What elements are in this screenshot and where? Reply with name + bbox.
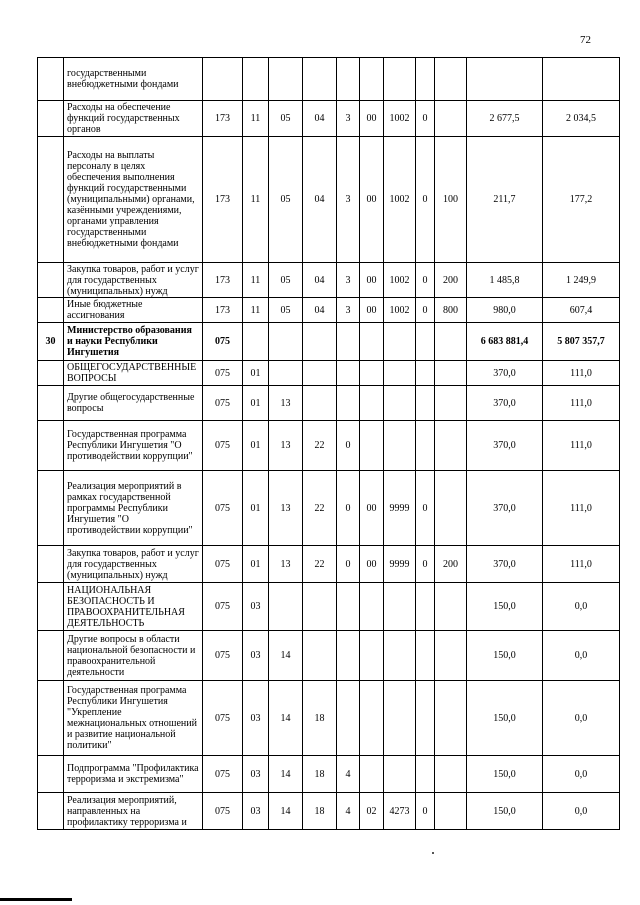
expense-type-code: 100 bbox=[435, 137, 467, 263]
program-code: 18 bbox=[303, 793, 337, 830]
direction-code bbox=[384, 583, 416, 631]
subprogram-code: 4 bbox=[337, 793, 360, 830]
event-code bbox=[360, 631, 384, 681]
extra-code bbox=[416, 421, 435, 471]
ved-code: 075 bbox=[203, 471, 243, 546]
row-name: Расходы на выплаты персоналу в целях обеспечения выполнения функций государственными (муниципальными) органами, казёнными учреждениями, органами управления государственными внебюджетными фондами bbox=[64, 137, 203, 263]
sum-year-1: 150,0 bbox=[467, 631, 543, 681]
event-code bbox=[360, 583, 384, 631]
event-code: 00 bbox=[360, 298, 384, 323]
sum-year-2: 111,0 bbox=[543, 546, 620, 583]
sum-year-1: 370,0 bbox=[467, 421, 543, 471]
subsection-code: 13 bbox=[269, 471, 303, 546]
event-code bbox=[360, 421, 384, 471]
table-row bbox=[38, 421, 620, 471]
ved-code: 173 bbox=[203, 263, 243, 298]
sum-year-2: 111,0 bbox=[543, 421, 620, 471]
extra-code bbox=[416, 323, 435, 361]
table-row bbox=[38, 323, 620, 361]
table-row bbox=[38, 546, 620, 583]
subsection-code: 14 bbox=[269, 793, 303, 830]
sum-year-1: 370,0 bbox=[467, 386, 543, 421]
ved-code: 075 bbox=[203, 361, 243, 386]
subprogram-code bbox=[337, 631, 360, 681]
event-code: 00 bbox=[360, 263, 384, 298]
program-code: 22 bbox=[303, 471, 337, 546]
expense-type-code bbox=[435, 421, 467, 471]
sum-year-2: 177,2 bbox=[543, 137, 620, 263]
budget-table bbox=[37, 57, 620, 830]
row-name: Государственная программа Республики Ингушетия "Укрепление межнациональных отношений и развитие национальной политики" bbox=[64, 681, 203, 756]
subsection-code: 14 bbox=[269, 631, 303, 681]
ved-code: 075 bbox=[203, 681, 243, 756]
event-code bbox=[360, 386, 384, 421]
expense-type-code bbox=[435, 631, 467, 681]
subprogram-code: 3 bbox=[337, 263, 360, 298]
sum-year-1 bbox=[467, 58, 543, 101]
section-code: 01 bbox=[243, 386, 269, 421]
subprogram-code: 3 bbox=[337, 298, 360, 323]
direction-code: 1002 bbox=[384, 101, 416, 137]
expense-type-code bbox=[435, 101, 467, 137]
direction-code: 9999 bbox=[384, 471, 416, 546]
subsection-code: 05 bbox=[269, 263, 303, 298]
subsection-code: 13 bbox=[269, 546, 303, 583]
extra-code bbox=[416, 361, 435, 386]
sum-year-2: 1 249,9 bbox=[543, 263, 620, 298]
row-number bbox=[38, 298, 64, 323]
direction-code bbox=[384, 58, 416, 101]
sum-year-2: 111,0 bbox=[543, 386, 620, 421]
subprogram-code: 3 bbox=[337, 101, 360, 137]
program-code bbox=[303, 361, 337, 386]
sum-year-2: 0,0 bbox=[543, 681, 620, 756]
program-code bbox=[303, 386, 337, 421]
subsection-code bbox=[269, 583, 303, 631]
subsection-code bbox=[269, 323, 303, 361]
row-number: 30 bbox=[38, 323, 64, 361]
subsection-code: 05 bbox=[269, 137, 303, 263]
section-code: 03 bbox=[243, 681, 269, 756]
direction-code: 1002 bbox=[384, 137, 416, 263]
extra-code bbox=[416, 681, 435, 756]
direction-code bbox=[384, 756, 416, 793]
extra-code: 0 bbox=[416, 546, 435, 583]
program-code: 22 bbox=[303, 421, 337, 471]
direction-code bbox=[384, 386, 416, 421]
subsection-code: 05 bbox=[269, 101, 303, 137]
program-code: 04 bbox=[303, 298, 337, 323]
extra-code bbox=[416, 631, 435, 681]
subprogram-code bbox=[337, 58, 360, 101]
row-number bbox=[38, 386, 64, 421]
table-row bbox=[38, 58, 620, 101]
table-row bbox=[38, 101, 620, 137]
row-name: НАЦИОНАЛЬНАЯ БЕЗОПАСНОСТЬ И ПРАВООХРАНИТЕЛЬНАЯ ДЕЯТЕЛЬНОСТЬ bbox=[64, 583, 203, 631]
row-number bbox=[38, 361, 64, 386]
table-row bbox=[38, 471, 620, 546]
extra-code bbox=[416, 386, 435, 421]
subsection-code: 14 bbox=[269, 756, 303, 793]
row-name: Министерство образования и науки Республики Ингушетия bbox=[64, 323, 203, 361]
ved-code bbox=[203, 58, 243, 101]
ved-code: 075 bbox=[203, 793, 243, 830]
row-name: Реализация мероприятий, направленных на профилактику терроризма и bbox=[64, 793, 203, 830]
extra-code bbox=[416, 58, 435, 101]
sum-year-2: 0,0 bbox=[543, 631, 620, 681]
scan-dot bbox=[432, 852, 434, 854]
subprogram-code: 0 bbox=[337, 471, 360, 546]
row-number bbox=[38, 681, 64, 756]
subprogram-code bbox=[337, 681, 360, 756]
subsection-code: 13 bbox=[269, 386, 303, 421]
section-code bbox=[243, 323, 269, 361]
row-name: Реализация мероприятий в рамках государственной программы Республики Ингушетия "О противодействии коррупции" bbox=[64, 471, 203, 546]
ved-code: 173 bbox=[203, 101, 243, 137]
sum-year-1: 370,0 bbox=[467, 546, 543, 583]
expense-type-code bbox=[435, 323, 467, 361]
program-code bbox=[303, 631, 337, 681]
direction-code bbox=[384, 323, 416, 361]
subprogram-code bbox=[337, 583, 360, 631]
subprogram-code bbox=[337, 386, 360, 421]
expense-type-code bbox=[435, 756, 467, 793]
extra-code: 0 bbox=[416, 137, 435, 263]
subprogram-code: 0 bbox=[337, 421, 360, 471]
row-number bbox=[38, 583, 64, 631]
row-name: Закупка товаров, работ и услуг для государственных (муниципальных) нужд bbox=[64, 263, 203, 298]
extra-code: 0 bbox=[416, 101, 435, 137]
row-number bbox=[38, 793, 64, 830]
sum-year-2: 111,0 bbox=[543, 361, 620, 386]
ved-code: 075 bbox=[203, 323, 243, 361]
row-name: Закупка товаров, работ и услуг для государственных (муниципальных) нужд bbox=[64, 546, 203, 583]
section-code bbox=[243, 58, 269, 101]
direction-code: 4273 bbox=[384, 793, 416, 830]
direction-code: 9999 bbox=[384, 546, 416, 583]
row-number bbox=[38, 631, 64, 681]
expense-type-code bbox=[435, 386, 467, 421]
extra-code: 0 bbox=[416, 471, 435, 546]
section-code: 03 bbox=[243, 583, 269, 631]
sum-year-1: 150,0 bbox=[467, 681, 543, 756]
row-number bbox=[38, 58, 64, 101]
row-name: Государственная программа Республики Ингушетия "О противодействии коррупции" bbox=[64, 421, 203, 471]
page-number: 72 bbox=[580, 34, 591, 46]
direction-code bbox=[384, 421, 416, 471]
expense-type-code bbox=[435, 361, 467, 386]
subprogram-code: 0 bbox=[337, 546, 360, 583]
table-body bbox=[38, 58, 620, 830]
section-code: 03 bbox=[243, 756, 269, 793]
row-name: Подпрограмма "Профилактика терроризма и экстремизма" bbox=[64, 756, 203, 793]
extra-code bbox=[416, 583, 435, 631]
expense-type-code bbox=[435, 583, 467, 631]
extra-code: 0 bbox=[416, 793, 435, 830]
sum-year-1: 370,0 bbox=[467, 471, 543, 546]
table-row bbox=[38, 631, 620, 681]
row-number bbox=[38, 421, 64, 471]
event-code: 00 bbox=[360, 101, 384, 137]
expense-type-code: 200 bbox=[435, 263, 467, 298]
subprogram-code: 4 bbox=[337, 756, 360, 793]
section-code: 11 bbox=[243, 101, 269, 137]
event-code bbox=[360, 361, 384, 386]
sum-year-1: 1 485,8 bbox=[467, 263, 543, 298]
program-code: 22 bbox=[303, 546, 337, 583]
event-code: 00 bbox=[360, 546, 384, 583]
extra-code: 0 bbox=[416, 298, 435, 323]
ved-code: 075 bbox=[203, 386, 243, 421]
event-code bbox=[360, 58, 384, 101]
table-row bbox=[38, 386, 620, 421]
ved-code: 075 bbox=[203, 583, 243, 631]
program-code bbox=[303, 323, 337, 361]
expense-type-code: 200 bbox=[435, 546, 467, 583]
direction-code: 1002 bbox=[384, 263, 416, 298]
sum-year-1: 370,0 bbox=[467, 361, 543, 386]
row-number bbox=[38, 471, 64, 546]
sum-year-2: 111,0 bbox=[543, 471, 620, 546]
expense-type-code: 800 bbox=[435, 298, 467, 323]
row-name: государственными внебюджетными фондами bbox=[64, 58, 203, 101]
table-row bbox=[38, 298, 620, 323]
sum-year-2: 607,4 bbox=[543, 298, 620, 323]
program-code bbox=[303, 583, 337, 631]
ved-code: 173 bbox=[203, 298, 243, 323]
event-code bbox=[360, 681, 384, 756]
table-row bbox=[38, 793, 620, 830]
row-number bbox=[38, 546, 64, 583]
program-code: 18 bbox=[303, 756, 337, 793]
ved-code: 075 bbox=[203, 756, 243, 793]
sum-year-2: 0,0 bbox=[543, 793, 620, 830]
sum-year-1: 150,0 bbox=[467, 756, 543, 793]
subsection-code bbox=[269, 361, 303, 386]
ved-code: 173 bbox=[203, 137, 243, 263]
section-code: 11 bbox=[243, 263, 269, 298]
row-name: Другие вопросы в области национальной безопасности и правоохранительной деятельности bbox=[64, 631, 203, 681]
row-number bbox=[38, 756, 64, 793]
subsection-code: 05 bbox=[269, 298, 303, 323]
scan-edge-mark bbox=[0, 898, 72, 901]
event-code: 00 bbox=[360, 471, 384, 546]
event-code: 00 bbox=[360, 137, 384, 263]
ved-code: 075 bbox=[203, 546, 243, 583]
table-row bbox=[38, 583, 620, 631]
sum-year-1: 980,0 bbox=[467, 298, 543, 323]
subprogram-code bbox=[337, 361, 360, 386]
direction-code: 1002 bbox=[384, 298, 416, 323]
row-name: Иные бюджетные ассигнования bbox=[64, 298, 203, 323]
sum-year-2: 0,0 bbox=[543, 583, 620, 631]
row-number bbox=[38, 137, 64, 263]
sum-year-2: 2 034,5 bbox=[543, 101, 620, 137]
table-row bbox=[38, 681, 620, 756]
expense-type-code bbox=[435, 681, 467, 756]
direction-code bbox=[384, 631, 416, 681]
section-code: 01 bbox=[243, 361, 269, 386]
section-code: 11 bbox=[243, 137, 269, 263]
sum-year-1: 2 677,5 bbox=[467, 101, 543, 137]
direction-code bbox=[384, 361, 416, 386]
table-row bbox=[38, 263, 620, 298]
table-row bbox=[38, 137, 620, 263]
table-row bbox=[38, 756, 620, 793]
extra-code: 0 bbox=[416, 263, 435, 298]
row-number bbox=[38, 263, 64, 298]
sum-year-2: 5 807 357,7 bbox=[543, 323, 620, 361]
subprogram-code: 3 bbox=[337, 137, 360, 263]
row-name: Другие общегосударственные вопросы bbox=[64, 386, 203, 421]
section-code: 11 bbox=[243, 298, 269, 323]
subsection-code bbox=[269, 58, 303, 101]
table-row bbox=[38, 361, 620, 386]
sum-year-1: 150,0 bbox=[467, 793, 543, 830]
program-code: 04 bbox=[303, 137, 337, 263]
program-code bbox=[303, 58, 337, 101]
row-name: ОБЩЕГОСУДАРСТВЕННЫЕ ВОПРОСЫ bbox=[64, 361, 203, 386]
program-code: 18 bbox=[303, 681, 337, 756]
sum-year-2 bbox=[543, 58, 620, 101]
subsection-code: 14 bbox=[269, 681, 303, 756]
event-code bbox=[360, 323, 384, 361]
ved-code: 075 bbox=[203, 421, 243, 471]
section-code: 03 bbox=[243, 631, 269, 681]
section-code: 01 bbox=[243, 471, 269, 546]
ved-code: 075 bbox=[203, 631, 243, 681]
row-name: Расходы на обеспечение функций государственных органов bbox=[64, 101, 203, 137]
section-code: 01 bbox=[243, 546, 269, 583]
program-code: 04 bbox=[303, 263, 337, 298]
section-code: 01 bbox=[243, 421, 269, 471]
event-code: 02 bbox=[360, 793, 384, 830]
sum-year-1: 6 683 881,4 bbox=[467, 323, 543, 361]
sum-year-1: 211,7 bbox=[467, 137, 543, 263]
program-code: 04 bbox=[303, 101, 337, 137]
expense-type-code bbox=[435, 58, 467, 101]
section-code: 03 bbox=[243, 793, 269, 830]
subsection-code: 13 bbox=[269, 421, 303, 471]
expense-type-code bbox=[435, 471, 467, 546]
row-number bbox=[38, 101, 64, 137]
sum-year-2: 0,0 bbox=[543, 756, 620, 793]
event-code bbox=[360, 756, 384, 793]
subprogram-code bbox=[337, 323, 360, 361]
sum-year-1: 150,0 bbox=[467, 583, 543, 631]
expense-type-code bbox=[435, 793, 467, 830]
extra-code bbox=[416, 756, 435, 793]
direction-code bbox=[384, 681, 416, 756]
